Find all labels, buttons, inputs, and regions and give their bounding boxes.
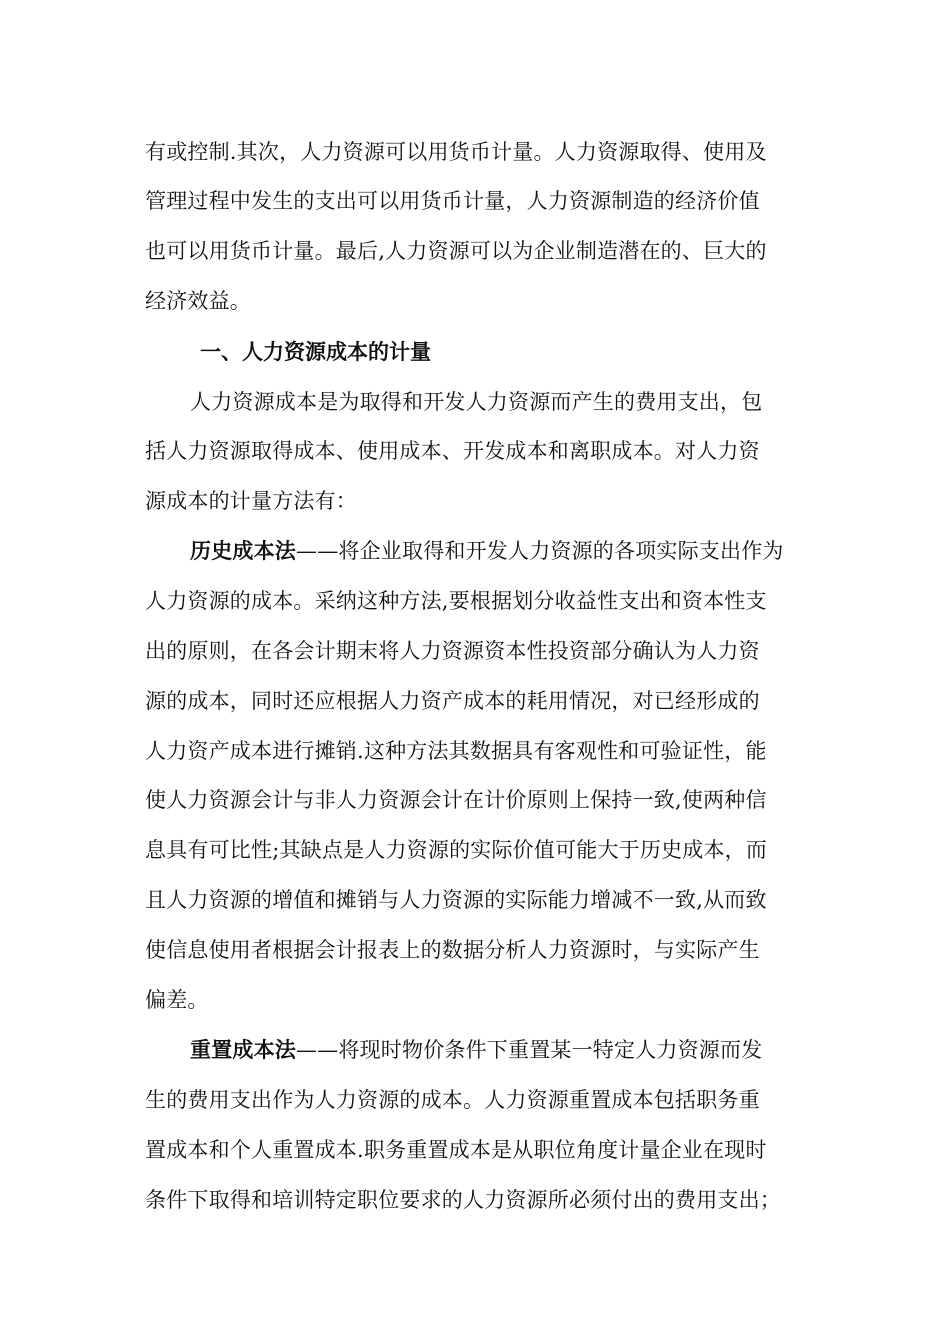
text-line: 有或控制.其次，人力资源可以用货币计量。人力资源取得、使用及 xyxy=(145,140,767,164)
term-definition: ——将企业取得和开发人力资源的各项实际支出作为 xyxy=(296,539,784,563)
text-line: 管理过程中发生的支出可以用货币计量，人力资源制造的经济价值 xyxy=(145,189,760,213)
term-definition: ——将现时物价条件下重置某一特定人力资源而发 xyxy=(296,1038,763,1062)
text-line: 括人力资源取得成本、使用成本、开发成本和离职成本。对人力资 xyxy=(145,439,760,463)
text-line xyxy=(190,537,784,565)
text-line: 源的成本，同时还应根据人力资产成本的耗用情况，对已经形成的 xyxy=(145,689,760,713)
text-line: 使人力资源会计与非人力资源会计在计价原则上保持一致,使两种信 xyxy=(145,788,767,812)
text-line: 息具有可比性;其缺点是人力资源的实际价值可能大于历史成本，而 xyxy=(145,838,768,862)
text-line: 且人力资源的增值和摊销与人力资源的实际能力增减不一致,从而致 xyxy=(145,888,767,912)
text-line: 置成本和个人重置成本.职务重置成本是从职位角度计量企业在现时 xyxy=(145,1138,767,1162)
text-line: 经济效益。 xyxy=(145,289,251,313)
text-line: 生的费用支出作为人力资源的成本。人力资源重置成本包括职务重 xyxy=(145,1088,760,1112)
text-line: 人力资源成本是为取得和开发人力资源而产生的费用支出，包 xyxy=(190,390,763,414)
term-historical-cost: 历史成本法 xyxy=(190,539,296,563)
text-line xyxy=(190,1036,762,1064)
section-heading: 一、人力资源成本的计量 xyxy=(200,340,431,364)
text-line: 使信息使用者根据会计报表上的数据分析人力资源时，与实际产生 xyxy=(145,938,760,962)
term-replacement-cost: 重置成本法 xyxy=(190,1038,296,1062)
text-line: 也可以用货币计量。最后,人力资源可以为企业制造潜在的、巨大的 xyxy=(145,239,767,263)
text-line: 条件下取得和培训特定职位要求的人力资源所必须付出的费用支出； xyxy=(145,1188,781,1212)
text-line: 源成本的计量方法有： xyxy=(145,489,357,513)
text-line: 出的原则，在各会计期末将人力资源资本性投资部分确认为人力资 xyxy=(145,639,760,663)
text-line: 人力资产成本进行摊销.这种方法其数据具有客观性和可验证性，能 xyxy=(145,739,767,763)
text-line: 人力资源的成本。采纳这种方法,要根据划分收益性支出和资本性支 xyxy=(145,589,767,613)
text-line: 偏差。 xyxy=(145,988,209,1012)
